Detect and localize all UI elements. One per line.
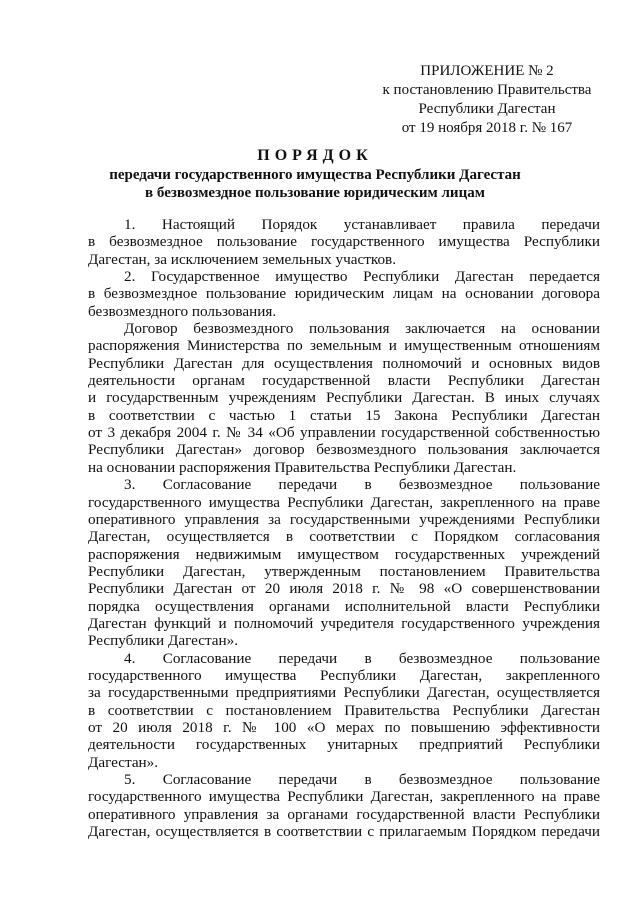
body-line: деятельности органам государственной власти Республики Дагестан [88, 372, 600, 390]
appendix-line: Республики Дагестан [418, 101, 556, 117]
body-line: Республики Дагестан, утвержденным постановлением Правительства [88, 562, 600, 580]
body-paragraph [88, 320, 600, 476]
body-line: 5. Согласование передачи в безвозмездное пользование [124, 771, 600, 788]
body-line: в безвозмездное пользование юридическим лицам на основании договора [88, 285, 600, 303]
body-line: от 3 декабря 2004 г. № 34 «Об управлении государственной собственностью [88, 424, 600, 442]
body-line: порядка осуществления органами исполнительной власти Республики [88, 597, 600, 615]
body-line: Республики Дагестан» договор безвозмездного пользования заключается [88, 441, 600, 459]
title-subtitle-line: в безвозмездное пользование юридическим лицам [145, 185, 485, 201]
body-line: Республики Дагестан для осуществления полномочий и основных видов [88, 354, 600, 372]
title-subtitle-line: передачи государственного имущества Республики Дагестан [109, 167, 521, 183]
body-line: оперативного управления за органами государственной власти Республики [88, 805, 600, 823]
body-line: деятельности государственных унитарных предприятий Республики [88, 736, 600, 754]
body-line: Дагестан». [88, 753, 159, 771]
appendix-line: ПРИЛОЖЕНИЕ № 2 [420, 63, 554, 79]
appendix-header [372, 62, 602, 138]
body-paragraph [88, 771, 600, 840]
body-line: и государственным учреждениям Республики Дагестан. В иных случаях [88, 389, 600, 407]
body-paragraph [88, 216, 600, 268]
body-paragraph [88, 650, 600, 771]
body-line: безвозмездного пользования. [88, 302, 277, 320]
body-line: Дагестан функций и полномочий учредителя государственного учреждения [88, 614, 600, 632]
body-line: 1. Настоящий Порядок устанавливает правила передачи [124, 216, 600, 233]
body-line: 4. Согласование передачи в безвозмездное пользование [124, 649, 600, 667]
body-line: государственного имущества Республики Дагестан, закрепленного [88, 666, 600, 684]
body-line: за государственными предприятиями Республики Дагестан, осуществляется [88, 684, 600, 702]
body-line: распоряжения Министерства по земельным и имущественным отношениям [88, 337, 600, 355]
appendix-line: к постановлению Правительства [382, 82, 592, 98]
document-body [88, 216, 600, 840]
body-line: Договор безвозмездного пользования заключается на основании [124, 320, 600, 338]
body-line: Дагестан, осуществляется в соответствии с прилагаемым Порядком передачи [88, 823, 600, 841]
body-line: в соответствии с частью 1 статьи 15 Закона Республики Дагестан [88, 406, 600, 424]
title-main: ПОРЯДОК [257, 147, 373, 164]
body-line: оперативного управления за государственными учреждениями Республики [88, 510, 600, 528]
body-line: государственного имущества Республики Дагестан, закрепленного на праве [88, 788, 600, 806]
body-paragraph [88, 268, 600, 320]
document-title [80, 146, 550, 202]
appendix-line: от 19 ноября 2018 г. № 167 [401, 120, 573, 136]
body-line: в соответствии с постановлением Правительства Республики Дагестан [88, 701, 600, 719]
body-paragraph [88, 476, 600, 649]
body-line: 2. Государственное имущество Республики Дагестан передается [124, 268, 600, 286]
body-line: распоряжения недвижимым имуществом государственных учреждений [88, 545, 600, 563]
body-line: Республики Дагестан». [88, 632, 239, 650]
body-line: 3. Согласование передачи в безвозмездное пользование [124, 476, 600, 494]
body-line: в безвозмездное пользование государственного имущества Республики [88, 233, 600, 251]
body-line: Дагестан, за исключением земельных участков. [88, 250, 397, 268]
body-line: государственного имущества Республики Дагестан, закрепленного на праве [88, 493, 600, 511]
body-line: на основании распоряжения Правительства Республики Дагестан. [88, 458, 517, 476]
body-line: Республики Дагестан от 20 июля 2018 г. № 98 «О совершенствовании [88, 580, 600, 598]
body-line: Дагестан, осуществляется в соответствии с Порядком согласования [88, 528, 600, 546]
body-line: от 20 июля 2018 г. № 100 «О мерах по повышению эффективности [88, 718, 600, 736]
